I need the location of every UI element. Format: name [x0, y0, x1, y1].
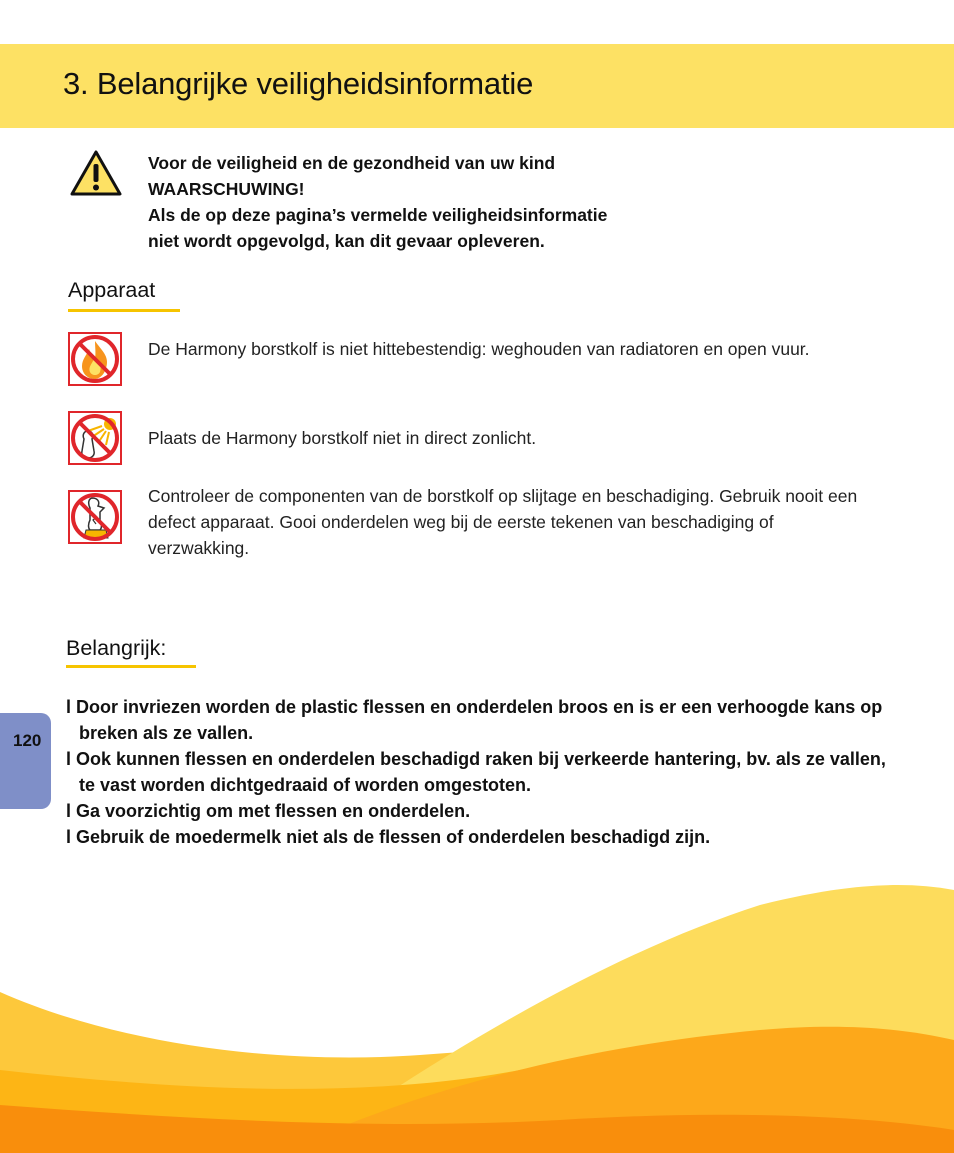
page-number: 120	[13, 731, 42, 750]
warning-text	[148, 150, 788, 254]
warning-triangle-icon	[70, 150, 122, 196]
apparaat-heading-underline	[68, 309, 180, 312]
page-tab	[0, 713, 51, 809]
belangrijk-heading-underline	[66, 665, 196, 668]
list-item: l Ook kunnen flessen en onderdelen beschadigd raken bij verkeerde hantering, bv. als ze vallen, te vast worden dichtgedraaid of worden omgestoten.	[66, 749, 886, 795]
list-item: l Gebruik de moedermelk niet als de flessen of onderdelen beschadigd zijn.	[66, 827, 711, 847]
no-damaged-device-icon	[68, 490, 122, 544]
belangrijk-heading: Belangrijk:	[66, 636, 167, 660]
apparaat-item-text: Plaats de Harmony borstkolf niet in direct zonlicht.	[148, 428, 537, 448]
apparaat-item-text: Controleer de componenten van de borstkolf op slijtage en beschadiging. Gebruik nooit een defect apparaat. Gooi onderdelen weg bij de eerste tekenen van beschadiging of verzwakking.	[148, 486, 858, 558]
warning-line: Als de op deze pagina’s vermelde veiligheidsinformatie	[148, 205, 608, 225]
apparaat-item-text: De Harmony borstkolf is niet hittebestendig: weghouden van radiatoren en open vuur.	[148, 339, 810, 359]
warning-line: WAARSCHUWING!	[148, 179, 305, 199]
list-item: l Ga voorzichtig om met flessen en onderdelen.	[66, 801, 471, 821]
belangrijk-list	[66, 694, 906, 850]
apparaat-heading: Apparaat	[68, 278, 156, 302]
warning-line: niet wordt opgevolgd, kan dit gevaar opleveren.	[148, 231, 545, 251]
no-sunlight-icon	[68, 411, 122, 465]
warning-line: Voor de veiligheid en de gezondheid van uw kind	[148, 153, 556, 173]
no-fire-icon	[68, 332, 122, 386]
decorative-waves	[0, 880, 954, 1153]
page-title: 3. Belangrijke veiligheidsinformatie	[63, 66, 534, 101]
list-item: l Door invriezen worden de plastic flessen en onderdelen broos en is er een verhoogde kans op breken als ze vallen.	[66, 697, 883, 743]
